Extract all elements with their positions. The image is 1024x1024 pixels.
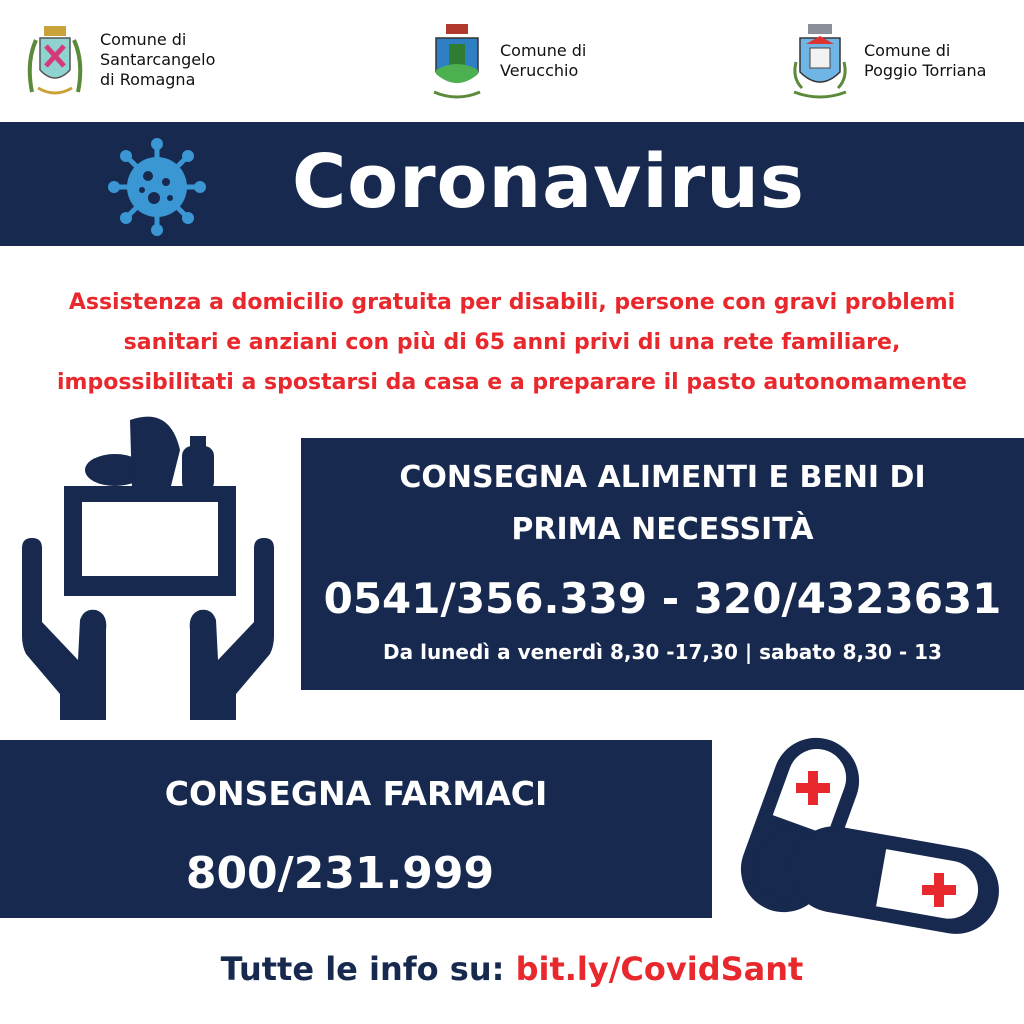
pharmacy-delivery-title: CONSEGNA FARMACI: [164, 774, 548, 813]
banner-title: Coronavirus: [292, 139, 805, 225]
municipality-poggio-torriana: [790, 22, 986, 100]
virus-icon: [108, 138, 206, 236]
municipality-verucchio: [428, 22, 586, 100]
municipality-santarcangelo: [24, 22, 215, 98]
food-delivery-phones[interactable]: 0541/356.339 - 320/4323631: [323, 574, 1002, 623]
footer-label: Tutte le info su:: [220, 950, 516, 988]
coat-of-arms-icon: [790, 22, 850, 100]
coat-of-arms-icon: [24, 22, 86, 98]
pharmacy-delivery-phone[interactable]: 800/231.999: [185, 848, 495, 899]
coat-of-arms-icon: [428, 22, 486, 100]
food-delivery-hours: Da lunedì a venerdì 8,30 -17,30 | sabato 8,30 - 13: [383, 640, 942, 664]
municipality-name: Comune di Santarcangelo di Romagna: [100, 30, 216, 89]
municipality-name: Comune di Verucchio: [500, 41, 587, 80]
food-delivery-panel: [301, 438, 1024, 690]
footer-info: [0, 944, 1024, 994]
food-delivery-title: CONSEGNA ALIMENTI E BENI DI PRIMA NECESSITÀ: [399, 460, 926, 547]
coronavirus-banner: [0, 122, 1024, 246]
grocery-box-hands-icon: [20, 410, 276, 720]
footer-link[interactable]: bit.ly/CovidSant: [515, 950, 804, 988]
service-description: Assistenza a domicilio gratuita per disabili, persone con gravi problemi sanitari e anziani con più di 65 anni privi di una rete familiare, impossibilitati a spostarsi da casa e a preparare il pasto autonomamente: [57, 290, 967, 395]
municipality-name: Comune di Poggio Torriana: [864, 41, 987, 80]
pills-icon: [730, 720, 1010, 940]
pharmacy-delivery-panel: [0, 740, 712, 918]
